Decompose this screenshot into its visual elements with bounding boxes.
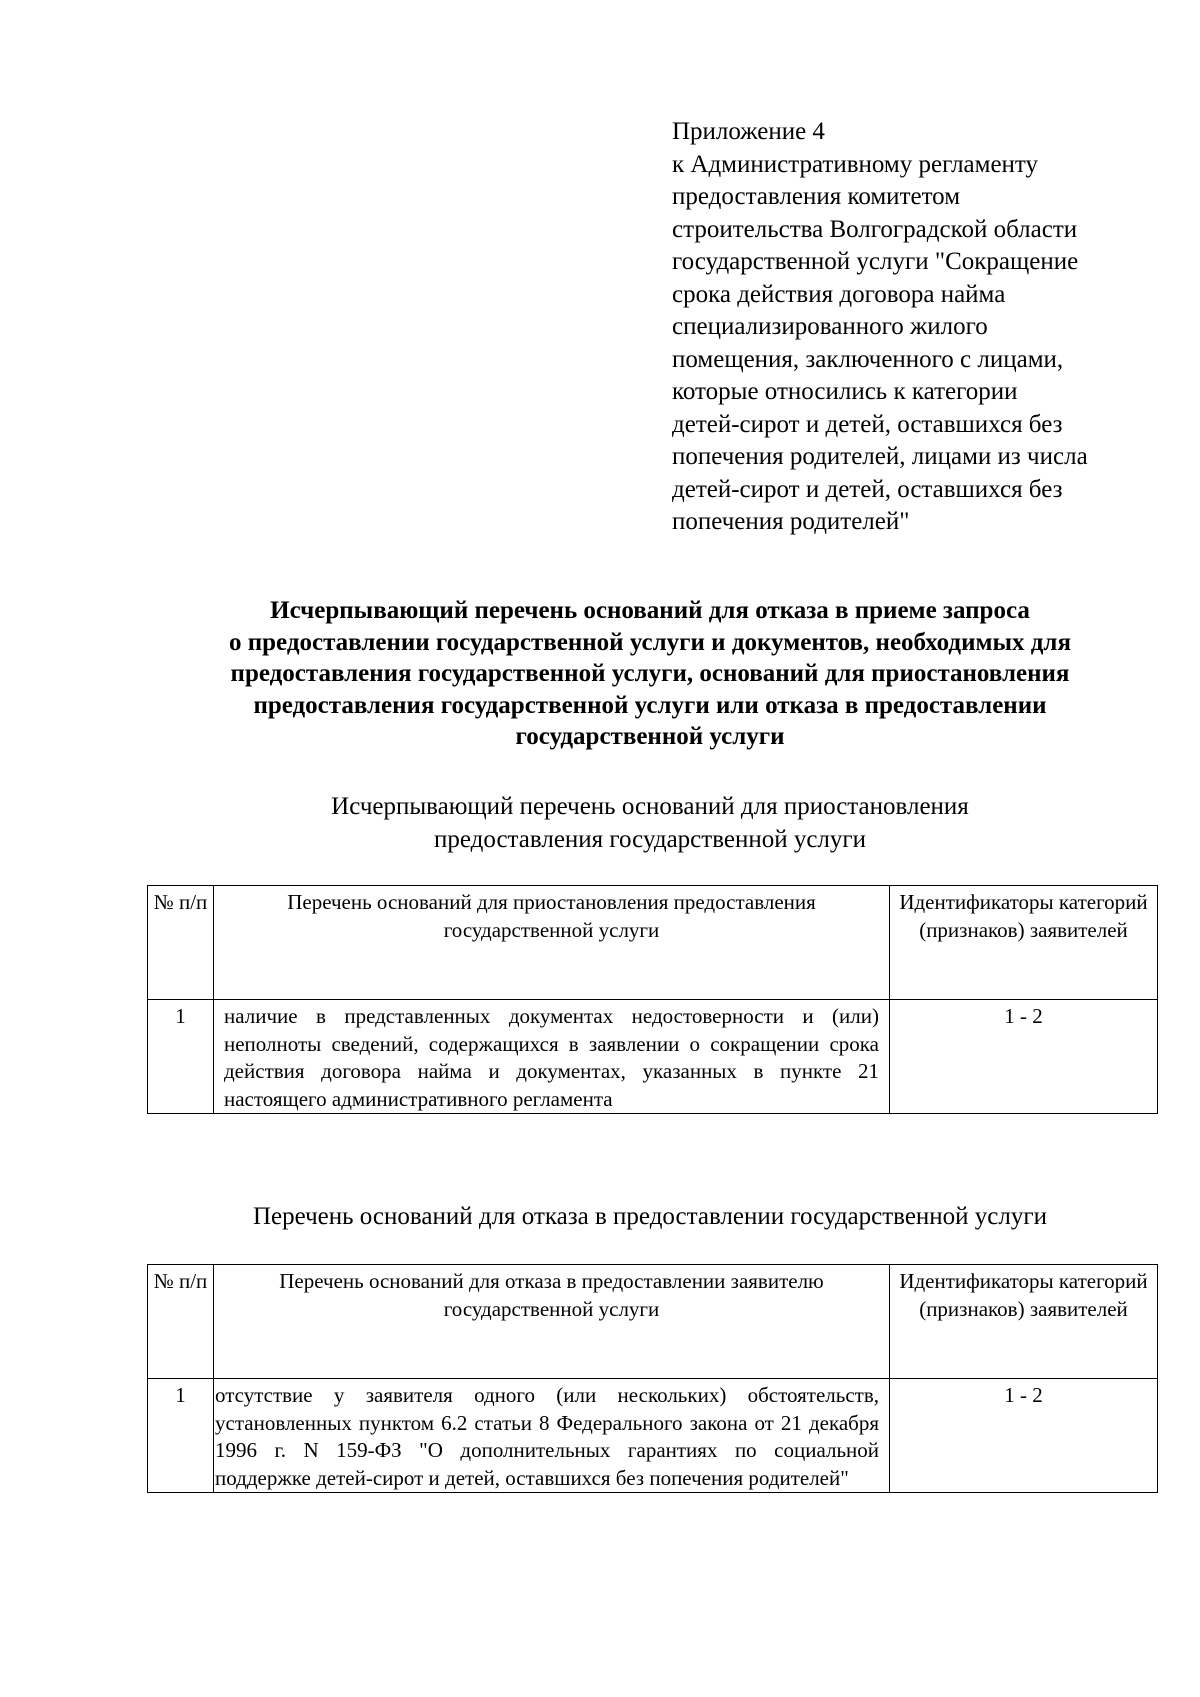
header-ids-cell: Идентификаторы категорий (признаков) заявителей [890, 1265, 1158, 1379]
row-desc-cell: отсутствие у заявителя одного (или нескольких) обстоятельств, установленных пунктом 6.2 статьи 8 Федерального закона от 21 декабря 1996 г. N 159-ФЗ "О дополнительных гарантиях по социальной поддержке детей-сирот и детей, оставшихся без попечения родителей" [214, 1379, 890, 1493]
document-title-line: Исчерпывающий перечень оснований для отказа в приеме запроса [270, 597, 1030, 624]
appendix-line: строительства Волгоградской области [672, 215, 1078, 243]
appendix-line: к Административному регламенту [672, 150, 1039, 178]
appendix-line: попечения родителей, лицами из числа [672, 443, 1088, 470]
header-desc-cell: Перечень оснований для отказа в предоставлении заявителю государственной услуги [214, 1265, 890, 1379]
section-title-line: предоставления государственной услуги [433, 826, 867, 853]
appendix-line: предоставления комитетом [672, 183, 961, 210]
document-title-line: государственной услуги [515, 723, 785, 750]
section-title-line: Исчерпывающий перечень оснований для приостановления [331, 793, 969, 820]
refusal-section-title [160, 1200, 1140, 1233]
row-ids-cell: 1 - 2 [890, 1000, 1158, 1114]
appendix-line: детей-сирот и детей, оставшихся без [672, 475, 1063, 503]
row-num-cell: 1 [148, 1379, 214, 1493]
refusal-grounds-table [147, 1264, 1158, 1493]
section-title-line: Перечень оснований для отказа в предоставлении государственной услуги [252, 1203, 1048, 1230]
document-title-line: о предоставлении государственной услуги и документов, необходимых для [229, 628, 1071, 656]
appendix-line: специализированного жилого [672, 313, 988, 340]
appendix-line: государственной услуги "Сокращение [672, 248, 1079, 275]
appendix-line: Приложение 4 [672, 118, 825, 145]
appendix-block [672, 116, 1172, 539]
row-num-cell: 1 [148, 1000, 214, 1114]
appendix-line: попечения родителей" [672, 508, 910, 535]
row-ids-cell: 1 - 2 [890, 1379, 1158, 1493]
table-row [148, 1379, 1158, 1493]
header-ids-cell: Идентификаторы категорий (признаков) заявителей [890, 886, 1158, 1000]
header-desc-cell: Перечень оснований для приостановления предоставления государственной услуги [214, 886, 890, 1000]
header-num-cell: № п/п [148, 1265, 214, 1379]
header-num-cell: № п/п [148, 886, 214, 1000]
table-header-row [148, 886, 1158, 1000]
appendix-line: помещения, заключенного с лицами, [672, 345, 1064, 373]
document-title [110, 595, 1190, 753]
document-title-line: предоставления государственной услуги, оснований для приостановления [230, 660, 1070, 687]
row-desc-cell: наличие в представленных документах недостоверности и (или) неполноты сведений, содержащихся в заявлении о сокращении срока действия договора найма и документах, указанных в пункте 21 настоящего административного регламента [214, 1000, 890, 1114]
appendix-line: детей-сирот и детей, оставшихся без [672, 410, 1063, 438]
suspension-grounds-table [147, 885, 1158, 1114]
appendix-line: срока действия договора найма [672, 280, 1006, 308]
document-title-line: предоставления государственной услуги или отказа в предоставлении [253, 691, 1047, 719]
appendix-line: которые относились к категории [672, 378, 1018, 405]
table-row [148, 1000, 1158, 1114]
table-header-row [148, 1265, 1158, 1379]
suspension-section-title [160, 790, 1140, 856]
